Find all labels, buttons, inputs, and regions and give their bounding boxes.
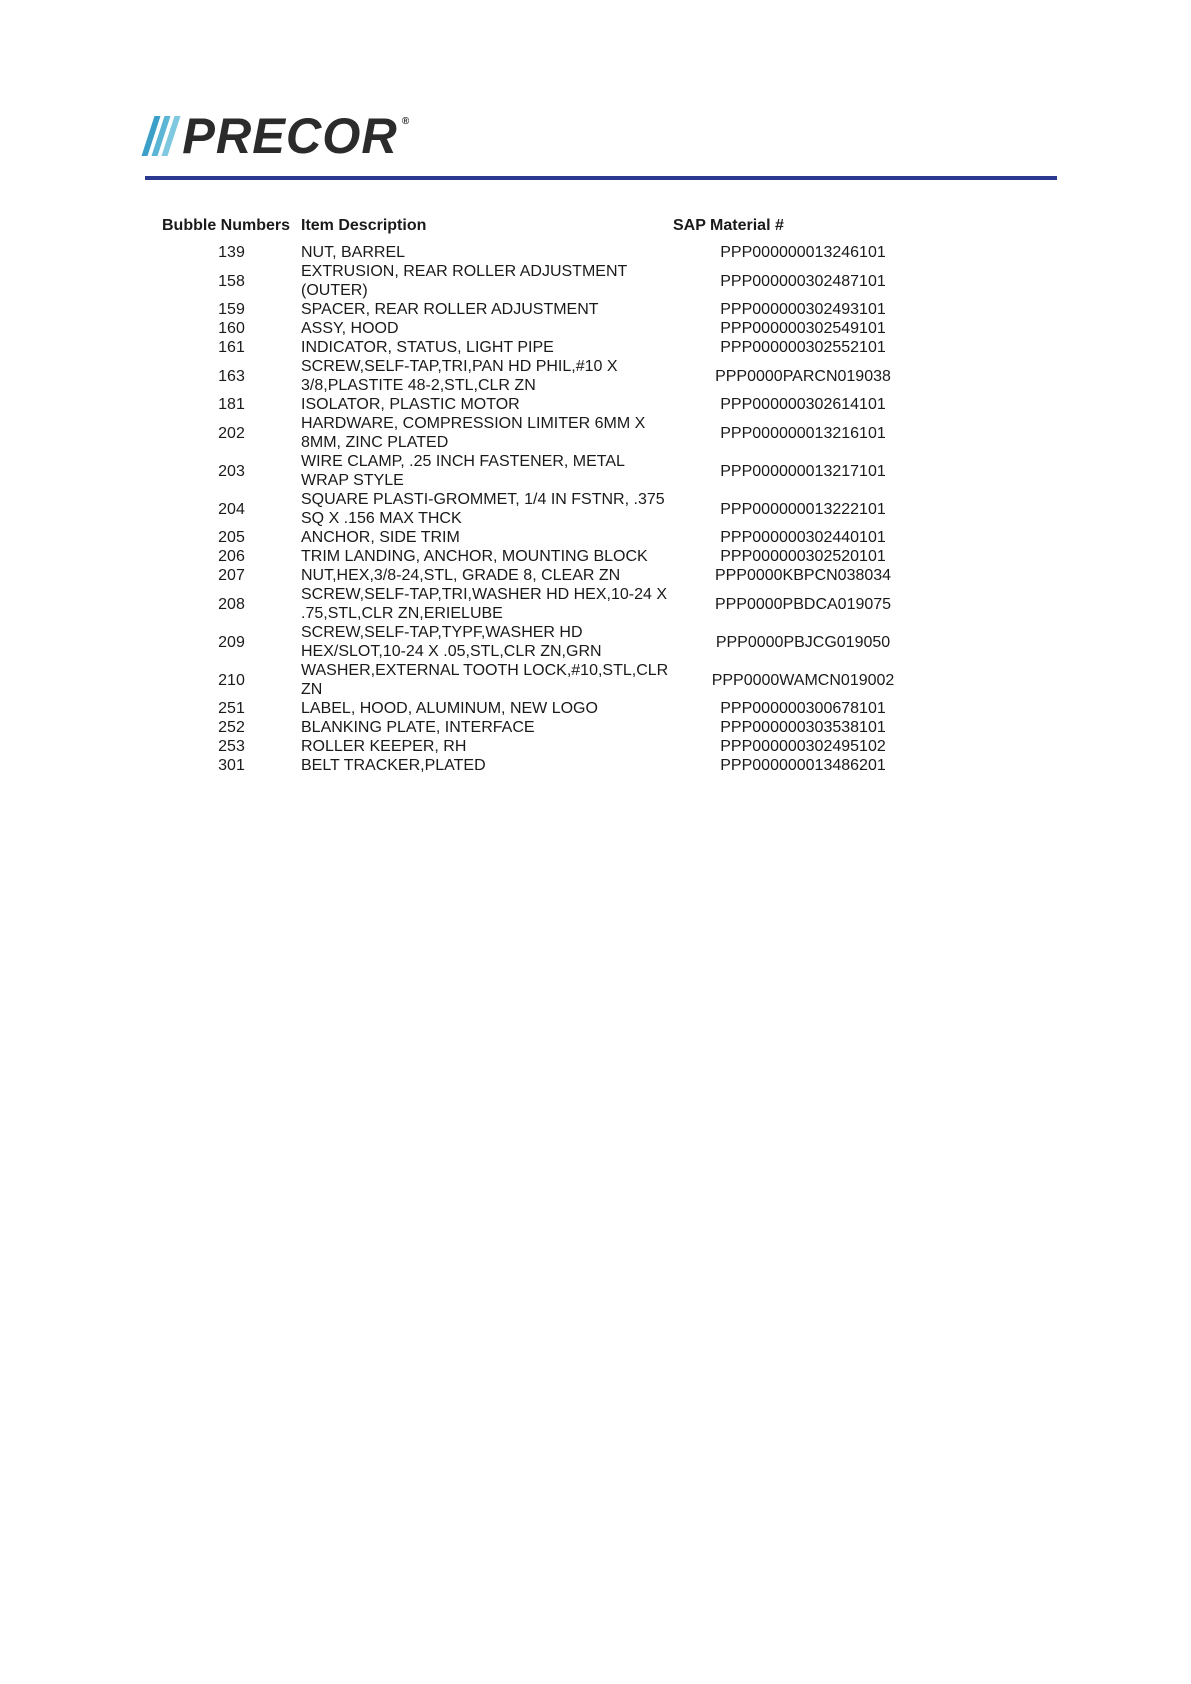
sap-material-number: PPP000000302614101 <box>720 396 886 413</box>
item-description: EXTRUSION, REAR ROLLER ADJUSTMENT (OUTER) <box>301 263 627 299</box>
sap-material-number: PPP000000013486201 <box>720 757 886 774</box>
bubble-number: 207 <box>218 567 245 584</box>
sap-material-number: PPP000000302549101 <box>720 320 886 337</box>
item-description: LABEL, HOOD, ALUMINUM, NEW LOGO <box>301 700 598 717</box>
bubble-number: 158 <box>218 272 245 290</box>
table-row <box>162 661 933 699</box>
item-description-header: Item Description <box>301 217 427 234</box>
table-row <box>162 585 933 623</box>
sap-material-number: PPP000000302493101 <box>720 301 886 318</box>
sap-material-number: PPP0000PBDCA019075 <box>714 595 892 613</box>
table-row <box>162 547 933 566</box>
table-row <box>162 414 933 452</box>
item-description: SCREW,SELF-TAP,TRI,WASHER HD HEX,10-24 X .75,STL,CLR ZN,ERIELUBE <box>301 586 668 622</box>
table-row <box>162 300 933 319</box>
table-header-row <box>162 216 933 243</box>
item-description: HARDWARE, COMPRESSION LIMITER 6MM X 8MM, ZINC PLATED <box>301 415 646 451</box>
bubble-number: 203 <box>218 462 245 480</box>
item-description: SQUARE PLASTI-GROMMET, 1/4 IN FSTNR, .375 SQ X .156 MAX THCK <box>301 491 665 527</box>
sap-material-number: PPP000000013246101 <box>720 244 886 261</box>
table-row <box>162 319 933 338</box>
table-row <box>162 756 933 775</box>
header-rule <box>145 176 1057 180</box>
bubble-number: 139 <box>218 244 245 261</box>
table-row <box>162 528 933 547</box>
bubble-number: 209 <box>218 633 245 651</box>
item-description: ANCHOR, SIDE TRIM <box>301 529 460 546</box>
table-row <box>162 243 933 262</box>
table-row <box>162 490 933 528</box>
sap-material-number: PPP0000PBJCG019050 <box>715 633 891 651</box>
bubble-number: 208 <box>218 595 245 613</box>
bubble-number: 163 <box>218 367 245 385</box>
item-description: NUT,HEX,3/8-24,STL, GRADE 8, CLEAR ZN <box>301 567 621 584</box>
table-row <box>162 395 933 414</box>
precor-logo <box>148 108 410 164</box>
sap-material-number: PPP000000302552101 <box>720 339 886 356</box>
sap-material-number: PPP000000302520101 <box>720 548 886 565</box>
item-description: SCREW,SELF-TAP,TRI,PAN HD PHIL,#10 X 3/8,PLASTITE 48-2,STL,CLR ZN <box>301 358 618 394</box>
table-row <box>162 262 933 300</box>
bubble-numbers-header: Bubble Numbers <box>162 217 291 234</box>
sap-material-number: PPP0000KBPCN038034 <box>714 567 892 584</box>
bubble-number: 253 <box>218 738 245 755</box>
bubble-number: 161 <box>218 339 245 356</box>
sap-material-number: PPP000000303538101 <box>720 719 886 736</box>
bubble-number: 251 <box>218 700 245 717</box>
parts-table-body <box>162 243 933 775</box>
item-description: ASSY, HOOD <box>301 320 399 337</box>
bubble-number: 301 <box>218 757 245 774</box>
table-row <box>162 718 933 737</box>
table-row <box>162 452 933 490</box>
bubble-number: 206 <box>218 548 245 565</box>
logo-wordmark: PRECOR <box>182 108 398 164</box>
bubble-number: 205 <box>218 529 245 546</box>
item-description: ISOLATOR, PLASTIC MOTOR <box>301 396 520 413</box>
logo-stripes-icon <box>148 115 174 157</box>
bubble-number: 181 <box>218 396 245 413</box>
item-description: ROLLER KEEPER, RH <box>301 738 467 755</box>
sap-material-number: PPP000000013217101 <box>720 462 886 480</box>
item-description: SPACER, REAR ROLLER ADJUSTMENT <box>301 301 599 318</box>
table-row <box>162 566 933 585</box>
bubble-number: 202 <box>218 424 245 442</box>
table-row <box>162 623 933 661</box>
table-row <box>162 338 933 357</box>
table-row <box>162 737 933 756</box>
table-row <box>162 699 933 718</box>
sap-material-number: PPP000000302495102 <box>720 738 886 755</box>
bubble-number: 160 <box>218 320 245 337</box>
item-description: NUT, BARREL <box>301 244 406 261</box>
sap-material-header: SAP Material # <box>673 217 784 234</box>
parts-table <box>162 216 933 775</box>
item-description: BELT TRACKER,PLATED <box>301 757 486 774</box>
item-description: WIRE CLAMP, .25 INCH FASTENER, METAL WRAP STYLE <box>301 453 625 489</box>
item-description: BLANKING PLATE, INTERFACE <box>301 719 535 736</box>
sap-material-number: PPP000000302487101 <box>720 272 886 290</box>
item-description: SCREW,SELF-TAP,TYPF,WASHER HD HEX/SLOT,10-24 X .05,STL,CLR ZN,GRN <box>301 624 602 660</box>
sap-material-number: PPP0000WAMCN019002 <box>711 671 895 689</box>
item-description: WASHER,EXTERNAL TOOTH LOCK,#10,STL,CLR ZN <box>301 662 669 698</box>
item-description: INDICATOR, STATUS, LIGHT PIPE <box>301 339 554 356</box>
sap-material-number: PPP000000013216101 <box>720 424 886 442</box>
registered-mark: ® <box>401 116 410 127</box>
bubble-number: 252 <box>218 719 245 736</box>
sap-material-number: PPP000000013222101 <box>720 500 886 518</box>
bubble-number: 210 <box>218 671 245 689</box>
item-description: TRIM LANDING, ANCHOR, MOUNTING BLOCK <box>301 548 648 565</box>
sap-material-number: PPP0000PARCN019038 <box>715 367 891 385</box>
bubble-number: 159 <box>218 301 245 318</box>
bubble-number: 204 <box>218 500 245 518</box>
sap-material-number: PPP000000302440101 <box>720 529 886 546</box>
table-row <box>162 357 933 395</box>
sap-material-number: PPP000000300678101 <box>720 700 886 717</box>
